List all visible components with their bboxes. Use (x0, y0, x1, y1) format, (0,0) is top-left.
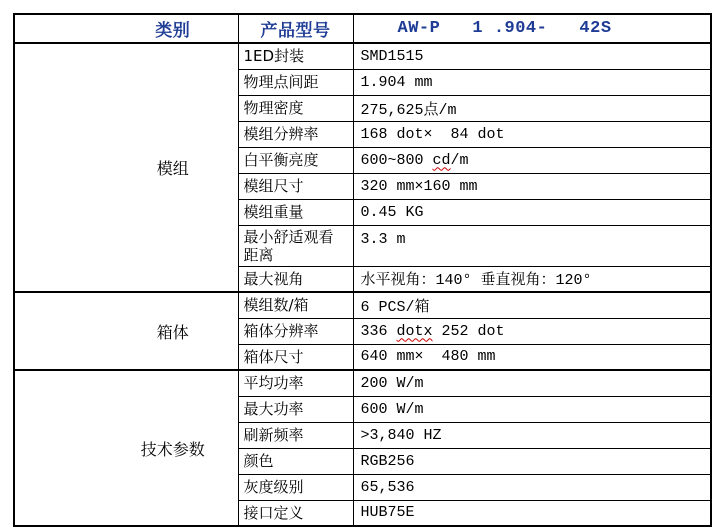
spec-value-cell: 275,625点/m (353, 95, 711, 121)
category-cell-module: 模组 (14, 43, 238, 292)
spec-value-cell: 320 mm×160 mm (353, 173, 711, 199)
value-text: 336 (360, 322, 397, 340)
spec-value-cell (353, 318, 711, 344)
spec-value-cell: 水平视角：140° 垂直视角：120° (353, 266, 711, 292)
spec-label-cell: 最小舒适观看距离 (238, 225, 353, 266)
spec-label-cell: 模组重量 (238, 199, 353, 225)
spec-label-cell: 箱体尺寸 (238, 344, 353, 370)
spec-label-cell: 平均功率 (238, 370, 353, 396)
spec-label-cell: 白平衡亮度 (238, 147, 353, 173)
spec-value-cell: 200 W/m (353, 370, 711, 396)
spec-table (13, 13, 712, 527)
spec-value-cell: 600 W/m (353, 396, 711, 422)
spec-value-cell: 168 dot× 84 dot (353, 121, 711, 147)
spec-row (14, 370, 711, 396)
spec-label-cell: 模组尺寸 (238, 173, 353, 199)
spec-label-cell: 刷新频率 (238, 422, 353, 448)
spec-label-cell: 物理点间距 (238, 69, 353, 95)
misspelling-underline: cd (432, 151, 451, 169)
value-text: /m (450, 151, 469, 169)
spec-value-cell: 640 mm× 480 mm (353, 344, 711, 370)
spec-value-cell: >3,840 HZ (353, 422, 711, 448)
spec-row (14, 43, 711, 69)
spec-label-cell: 模组数/箱 (238, 292, 353, 318)
category-header-cell: 类别 (14, 14, 238, 43)
spec-label-cell: 1ED封装 (238, 43, 353, 69)
spec-value-cell: 65,536 (353, 474, 711, 500)
category-cell-cabinet: 箱体 (14, 292, 238, 370)
category-cell-tech-params: 技术参数 (14, 370, 238, 526)
spec-value-cell (353, 147, 711, 173)
header-row (14, 14, 711, 43)
spec-label-cell: 物理密度 (238, 95, 353, 121)
spec-label-cell: 最大视角 (238, 266, 353, 292)
spec-label-cell: 最大功率 (238, 396, 353, 422)
spec-label-cell: 灰度级别 (238, 474, 353, 500)
spec-label-cell: 箱体分辨率 (238, 318, 353, 344)
value-text: 600~800 (360, 151, 433, 169)
spec-row (14, 292, 711, 318)
spec-value-cell: 0.45 KG (353, 199, 711, 225)
misspelling-underline: dotx (396, 322, 433, 340)
spec-value-cell: HUB75E (353, 500, 711, 526)
spec-label-cell: 颜色 (238, 448, 353, 474)
value-text: 252 dot (432, 322, 505, 340)
spec-value-cell: 6 PCS/箱 (353, 292, 711, 318)
product-model-value-cell: AW-P 1 .904- 42S (353, 14, 711, 43)
spec-value-cell: 3.3 m (353, 225, 711, 266)
spec-label-cell: 接口定义 (238, 500, 353, 526)
spec-value-cell: RGB256 (353, 448, 711, 474)
spec-value-cell: 1.904 mm (353, 69, 711, 95)
product-model-header-cell: 产品型号 (238, 14, 353, 43)
spec-label-cell: 模组分辨率 (238, 121, 353, 147)
spec-value-cell: SMD1515 (353, 43, 711, 69)
